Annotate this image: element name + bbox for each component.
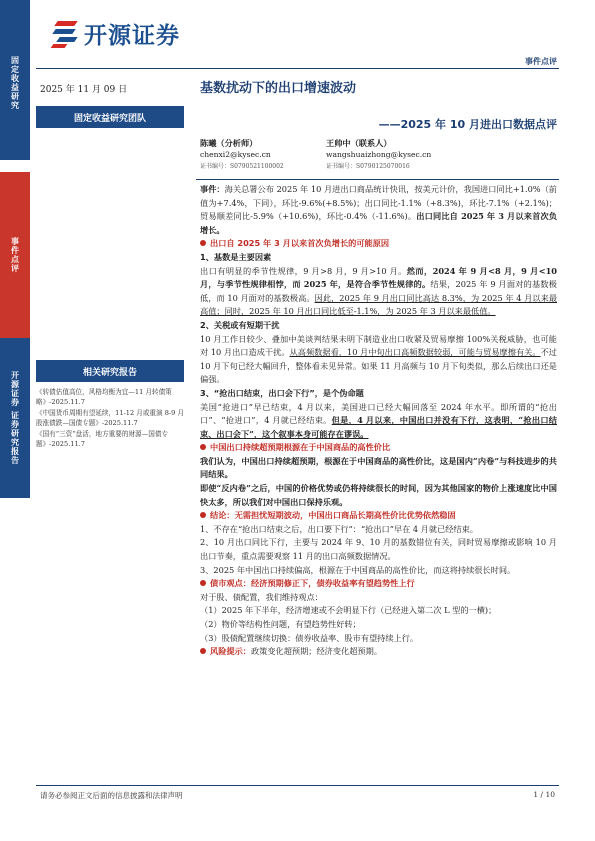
edge-tab-label: 开源证券 证券研究报告 <box>10 371 20 465</box>
bullet-dot-icon <box>200 648 206 654</box>
logo-mark-icon <box>52 19 78 49</box>
risk-paragraph <box>200 645 557 659</box>
paragraph: （3）股债配置继续切换：债券收益率、股市有望持续上行。 <box>200 632 419 643</box>
logo-text: 开源证券 <box>84 23 180 49</box>
paragraph <box>200 265 557 319</box>
edge-tab-event-review <box>0 172 30 338</box>
bullet-heading-text: 债市观点：经济预期修正下，债券收益率有望趋势性上行 <box>210 578 415 589</box>
edge-tab-label: 固定收益研究 <box>10 56 20 110</box>
analyst-divider <box>196 179 559 180</box>
main-title: 基数扰动下的出口增速波动 <box>200 81 357 96</box>
related-report-item[interactable]: 《国有“三资”盘活，地方重要的财源—国债专题》-2025.11.7 <box>36 430 169 448</box>
paragraph: 我们认为，中国出口持续超预期，根源在于中国商品的高性价比，这是国内“内卷”与科技进步的共同结果。 <box>200 455 557 480</box>
report-date: 2025 年 11 月 09 日 <box>40 85 128 95</box>
risk-label-text: 风险提示： <box>210 646 251 657</box>
text-underline: 因此，2025 年 9 月出口同比高达 8.3%，为 2025 年 4 月以来最高值；同时，2025 年 10 月出口同比低至-1.1%，为 2025 年 3 月以来最低值。 <box>200 292 558 317</box>
text: 10 月工作日较少、叠加中美谈判结果未明下制造业出口收紧及贸易摩擦 100%关税威胁，也可能对 10 月出口造成干扰。 <box>200 333 557 358</box>
analyst-email[interactable]: chenxi2@kysec.cn <box>200 150 271 159</box>
text-bold: 但是，4 月以来，中国出口并没有下行，这表明，“抢出口结束、出口会下”，这个叙事本身可能存在谬误。 <box>200 415 557 439</box>
team-label: 固定收益研究团队 <box>36 106 184 128</box>
edge-tab-fixed-income <box>0 0 30 160</box>
related-reports-list <box>36 387 186 450</box>
paragraph <box>200 401 557 442</box>
edge-tab-label: 事件点评 <box>10 237 20 273</box>
paragraph: 2、10 月出口同比下行，主要与 2024 年 9、10 月的基数错位有关，同时贸易摩擦或影响 10 月出口节奏，重点需要观察 11 月的出口高频数据情况。 <box>200 537 557 562</box>
edge-tab-securities-report <box>0 338 30 498</box>
bullet-heading-text: 结论：无需担忧短期波动，中国出口商品长期高性价比优势依然稳固 <box>210 510 456 521</box>
event-bold: 出口同比自 2025 年 3 月以来首次负增长。 <box>200 211 558 235</box>
related-report-item[interactable]: 《中国货币周期有望延续，11-12 月或重演 8-9 月股涨债跌—国债专题》-2025.11.7 <box>36 409 185 427</box>
section-heading: 3、“抢出口结束，出口会下行”，是个伪命题 <box>200 387 364 398</box>
header-divider <box>36 68 559 69</box>
paragraph: 即使“反内卷”之后，中国的价格优势或仍将持续很长的时间，因为其他国家的物价上涨速度比中国快太多，所以我们对中国出口保持乐观。 <box>200 483 557 507</box>
event-label: 事件： <box>200 184 225 194</box>
bullet-heading <box>200 577 557 591</box>
analyst-name: 王帅中（联系人） <box>326 138 392 148</box>
risk-label <box>200 646 251 656</box>
report-body <box>200 183 557 659</box>
footer-divider <box>36 785 559 786</box>
paragraph: 对于股、债配置，我们维持观点： <box>200 591 323 602</box>
bullet-heading <box>200 441 557 455</box>
section-heading: 1、基数是主要因素 <box>200 251 272 262</box>
risk-text: 政策变化超预期；经济变化超预期。 <box>250 646 382 657</box>
bullet-heading <box>200 237 557 251</box>
analyst-name: 陈曦（分析师） <box>200 138 258 148</box>
text: 结果，2025 年 9 月面对的基数极低，而 10 月面对的基数极高。 <box>200 279 557 303</box>
bullet-dot-icon <box>200 580 206 586</box>
bullet-dot-icon <box>200 444 206 450</box>
footer-disclaimer: 请务必参阅正文后面的信息披露和法律声明 <box>40 791 183 800</box>
analyst-card <box>326 137 431 173</box>
bullet-dot-icon <box>200 512 206 518</box>
analyst-card <box>200 137 284 173</box>
paragraph: 3、2025 年中国出口持续偏高，根源在于中国商品的高性价比，而这将持续很长时间。 <box>200 564 516 575</box>
analyst-cert: 证书编号：S0790125070016 <box>326 163 410 170</box>
paragraph: 1、不存在“抢出口结束之后，出口要下行”：“抢出口”早在 4 月就已经结束。 <box>200 523 478 534</box>
page-number: 1 / 10 <box>533 790 555 799</box>
company-logo <box>52 17 180 50</box>
event-text: 海关总署公布 2025 年 10 月进出口商品统计快讯，按美元计价，我国进口同比+1.0%（前值为+7.4%，下同），环比-9.6%(+8.5%)；出口同比-1.1%（+8.3%)，环比-7.1%（+2.1%)；贸易顺差同比-5.9%（+10.6%)，环比-0.4%（-11.6%)。 <box>200 184 557 222</box>
text-bold: 然而，2024 年 9 月<8 月，9 月<10 月，与季节性规律相悖，而 2025 年，是符合季节性规律的。 <box>200 265 557 290</box>
section-heading: 2、关税或有短期干扰 <box>200 319 280 330</box>
event-paragraph <box>200 183 557 237</box>
text: 美国“抢进口”早已结束，4 月以来，美国进口已经大幅回落至 2024 年水平。即所谓的“抢出口”、“抢进口”，4 月就已经结束。 <box>200 401 557 426</box>
paragraph <box>200 333 557 387</box>
analyst-email[interactable]: wangshuaizhong@kysec.cn <box>326 150 432 159</box>
analyst-cert: 证书编号：S0790521100002 <box>200 163 284 170</box>
related-report-item[interactable]: 《转债估值高位，风格均衡为宜—11 月转债策略》-2025.11.7 <box>36 388 172 406</box>
sub-title: ——2025 年 10 月进出口数据点评 <box>378 118 557 131</box>
text: 出口有明显的季节性规律，9 月>8 月，9 月>10 月。 <box>200 265 407 276</box>
text-underline: 从高频数据看，10 月中旬出口高频数据较弱，可能与贸易摩擦有关。 <box>289 347 541 358</box>
bullet-heading-text: 中国出口持续超预期根源在于中国商品的高性价比 <box>210 442 391 453</box>
paragraph: （1）2025 年下半年，经济增速或不会明显下行（已经进入第二次 L 型的一横)； <box>200 605 497 616</box>
paragraph: （2）物价等结构性问题，有望趋势性好转； <box>200 619 361 629</box>
report-type: 事件点评 <box>525 56 557 66</box>
bullet-dot-icon <box>200 240 206 246</box>
text: 不过 10 月下旬已经大幅回升，整体看未见异常。如果 11 月高频与 10 月下旬类似，那么后续出口还是偏强。 <box>200 347 557 385</box>
bullet-heading <box>200 509 557 523</box>
bullet-heading-text: 出口自 2025 年 3 月以来首次负增长的可能原因 <box>210 238 390 249</box>
related-reports-title: 相关研究报告 <box>36 360 184 382</box>
